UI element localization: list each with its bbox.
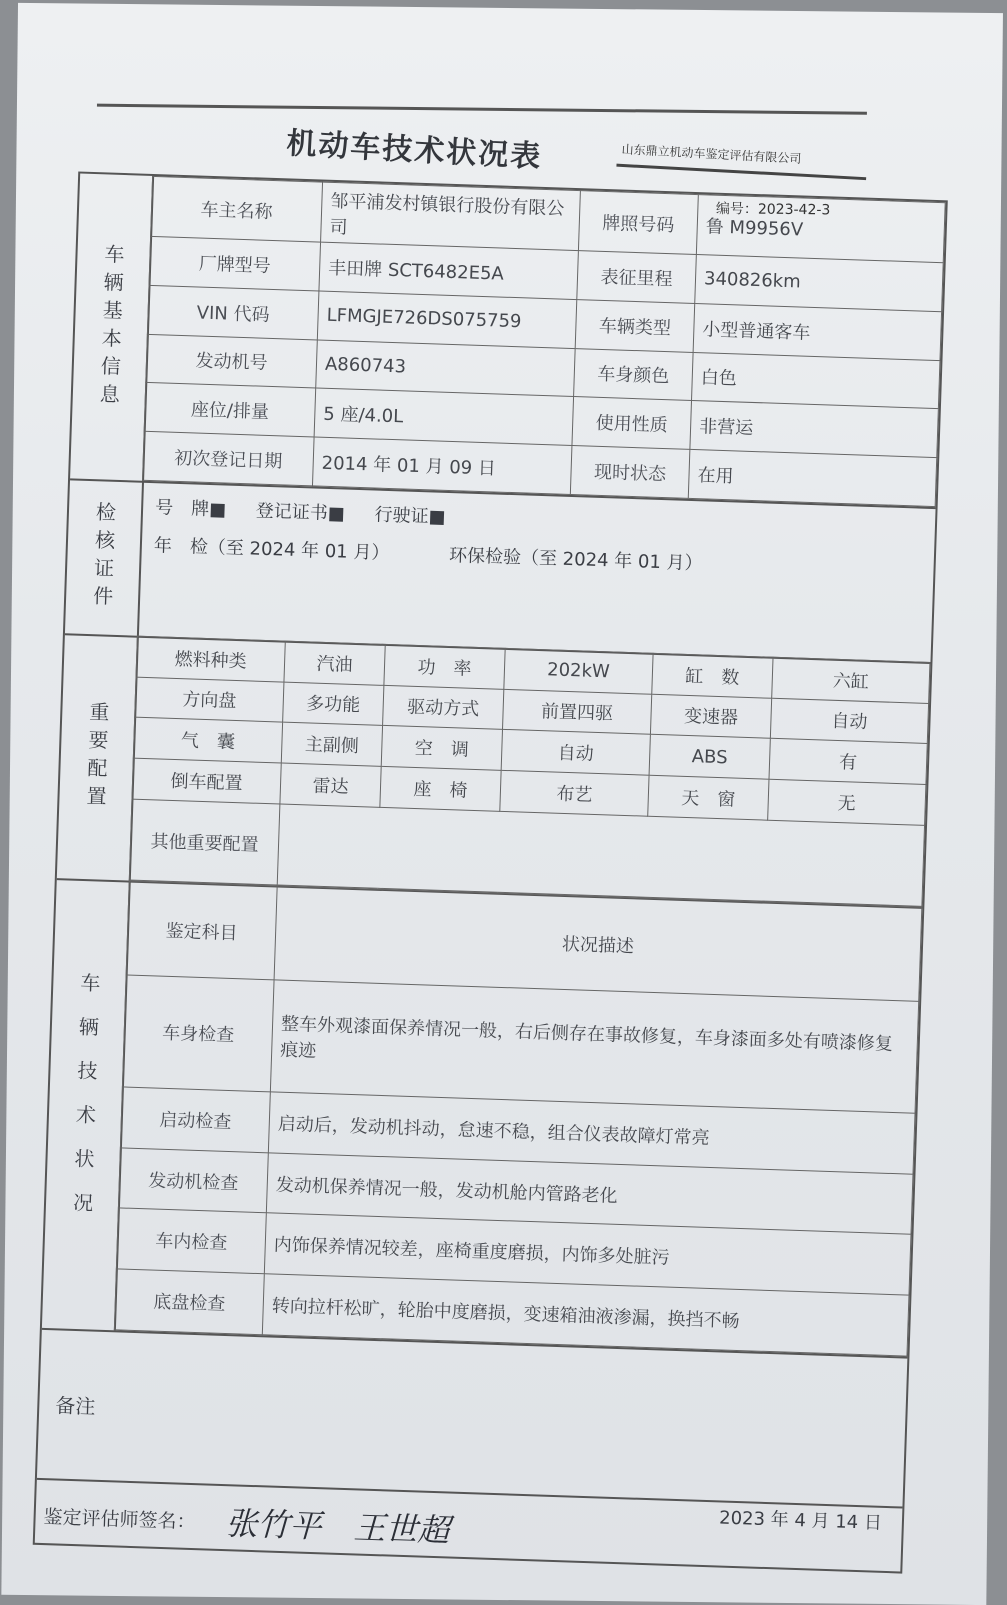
config-value: 六缸 xyxy=(772,657,930,703)
model-value: 丰田牌 SCT6482E5A xyxy=(319,242,578,299)
config-label: 驱动方式 xyxy=(383,685,504,730)
config-value: 布艺 xyxy=(500,770,649,816)
serial-number: 编号：2023-42-3 xyxy=(715,201,831,219)
reg-date-label: 初次登记日期 xyxy=(143,431,315,485)
section-label-remarks: 备注 xyxy=(54,1392,96,1419)
use-value: 非营运 xyxy=(690,401,938,458)
config-value: 有 xyxy=(769,739,927,785)
vehicle-type-label: 车辆类型 xyxy=(575,299,695,352)
section-tech-condition xyxy=(42,878,923,1358)
config-value: 前置四驱 xyxy=(502,689,651,735)
plate-value: 鲁 M9956V xyxy=(696,195,945,263)
section-certificates xyxy=(65,478,936,664)
config-label: 缸 数 xyxy=(652,653,773,698)
seat-label: 座位/排量 xyxy=(144,383,316,437)
seat-value: 5 座/4.0L xyxy=(314,388,573,445)
form-title: 机动车技术状况表 xyxy=(285,126,544,175)
tech-item: 底盘检查 xyxy=(114,1269,264,1335)
config-value: 无 xyxy=(768,779,926,825)
handwritten-signature: 张竹平 王世超 xyxy=(224,1504,451,1550)
tech-desc: 整车外观漆面保养情况一般，右后侧存在事故修复，车身漆面多处有喷漆修复痕迹 xyxy=(270,980,918,1113)
signer-label: 鉴定评估师签名： xyxy=(43,1505,196,1533)
tech-col-item: 鉴定科目 xyxy=(126,881,277,980)
remarks-value xyxy=(109,1330,908,1506)
tech-item: 车内检查 xyxy=(116,1208,266,1274)
section-config xyxy=(57,633,931,909)
tech-desc: 内饰保养情况较差，座椅重度磨损，内饰多处脏污 xyxy=(264,1213,911,1295)
mileage-label: 表征里程 xyxy=(577,251,697,304)
company-name: 山东鼎立机动车鉴定评估有限公司 xyxy=(621,142,802,166)
tech-desc: 转向拉杆松旷，轮胎中度磨损，变速箱油液渗漏，换挡不畅 xyxy=(262,1274,909,1356)
config-value: 202kW xyxy=(504,648,653,694)
use-label: 使用性质 xyxy=(572,397,692,450)
paper-sheet xyxy=(1,3,1003,1605)
cert-env-inspection: 环保检验（至 2024 年 01 月） xyxy=(448,544,703,575)
cert-plate: 号 牌■ xyxy=(154,497,227,521)
reg-date-value: 2014 年 01 月 09 日 xyxy=(312,437,571,494)
plate-label: 牌照号码 xyxy=(578,191,698,255)
cert-registration: 登记证书■ xyxy=(255,500,346,525)
color-label: 车身颜色 xyxy=(574,348,694,401)
section-remarks xyxy=(37,1328,908,1509)
config-label: 气 囊 xyxy=(133,717,282,763)
engine-label: 发动机号 xyxy=(146,334,318,388)
vin-label: VIN 代码 xyxy=(147,285,319,339)
tech-item: 启动检查 xyxy=(120,1087,270,1153)
condition-form xyxy=(33,171,948,1573)
config-value: 多功能 xyxy=(283,682,384,726)
section-label-tech: 车辆技术状况 xyxy=(42,878,131,1330)
vehicle-type-value: 小型普通客车 xyxy=(693,303,941,360)
owner-label: 车主名称 xyxy=(151,176,323,242)
tech-col-desc: 状况描述 xyxy=(274,886,922,1001)
config-label: 方向盘 xyxy=(135,677,284,723)
sign-date: 2023 年 4 月 14 日 xyxy=(718,1507,883,1534)
tech-table xyxy=(114,881,922,1357)
section-basic-info xyxy=(70,174,946,510)
section-label-config: 重要配置 xyxy=(57,633,139,880)
cert-license: 行驶证■ xyxy=(374,504,446,528)
company-underline xyxy=(616,164,866,181)
model-label: 厂牌型号 xyxy=(149,236,321,290)
config-label: 变速器 xyxy=(650,694,771,739)
section-label-certs: 检核证件 xyxy=(65,478,144,635)
engine-value: A860743 xyxy=(316,340,575,397)
config-label: 功 率 xyxy=(384,644,505,689)
config-label: 座 椅 xyxy=(380,766,501,811)
section-label-basic: 车辆基本信息 xyxy=(70,174,154,481)
status-value: 在用 xyxy=(688,450,936,507)
tech-item: 车身检查 xyxy=(122,975,274,1092)
config-value: 自动 xyxy=(770,698,928,744)
config-label: ABS xyxy=(649,735,770,780)
tech-desc: 发动机保养情况一般，发动机舱内管路老化 xyxy=(266,1152,913,1234)
owner-value: 邹平浦发村镇银行股份有限公司 xyxy=(321,182,581,251)
config-value: 主副侧 xyxy=(281,722,382,766)
tech-item: 发动机检查 xyxy=(118,1148,268,1214)
cert-annual-inspection: 年 检（至 2024 年 01 月） xyxy=(153,535,390,565)
other-config-label: 其他重要配置 xyxy=(129,799,280,885)
config-value: 自动 xyxy=(501,730,650,776)
config-label: 燃料种类 xyxy=(136,636,285,682)
config-label: 空 调 xyxy=(381,726,502,771)
basic-info-table xyxy=(142,176,946,507)
mileage-value: 340826km xyxy=(695,255,943,312)
vin-value: LFMGJE726DS075759 xyxy=(317,291,576,348)
color-value: 白色 xyxy=(691,352,939,409)
config-label: 天 窗 xyxy=(648,775,769,820)
top-rule xyxy=(97,104,867,115)
config-value: 汽油 xyxy=(284,641,385,685)
config-value: 雷达 xyxy=(280,763,381,807)
status-label: 现时状态 xyxy=(570,446,690,499)
config-label: 倒车配置 xyxy=(132,758,281,804)
tech-desc: 启动后，发动机抖动，怠速不稳，组合仪表故障灯常亮 xyxy=(268,1092,915,1174)
config-table xyxy=(129,636,931,907)
